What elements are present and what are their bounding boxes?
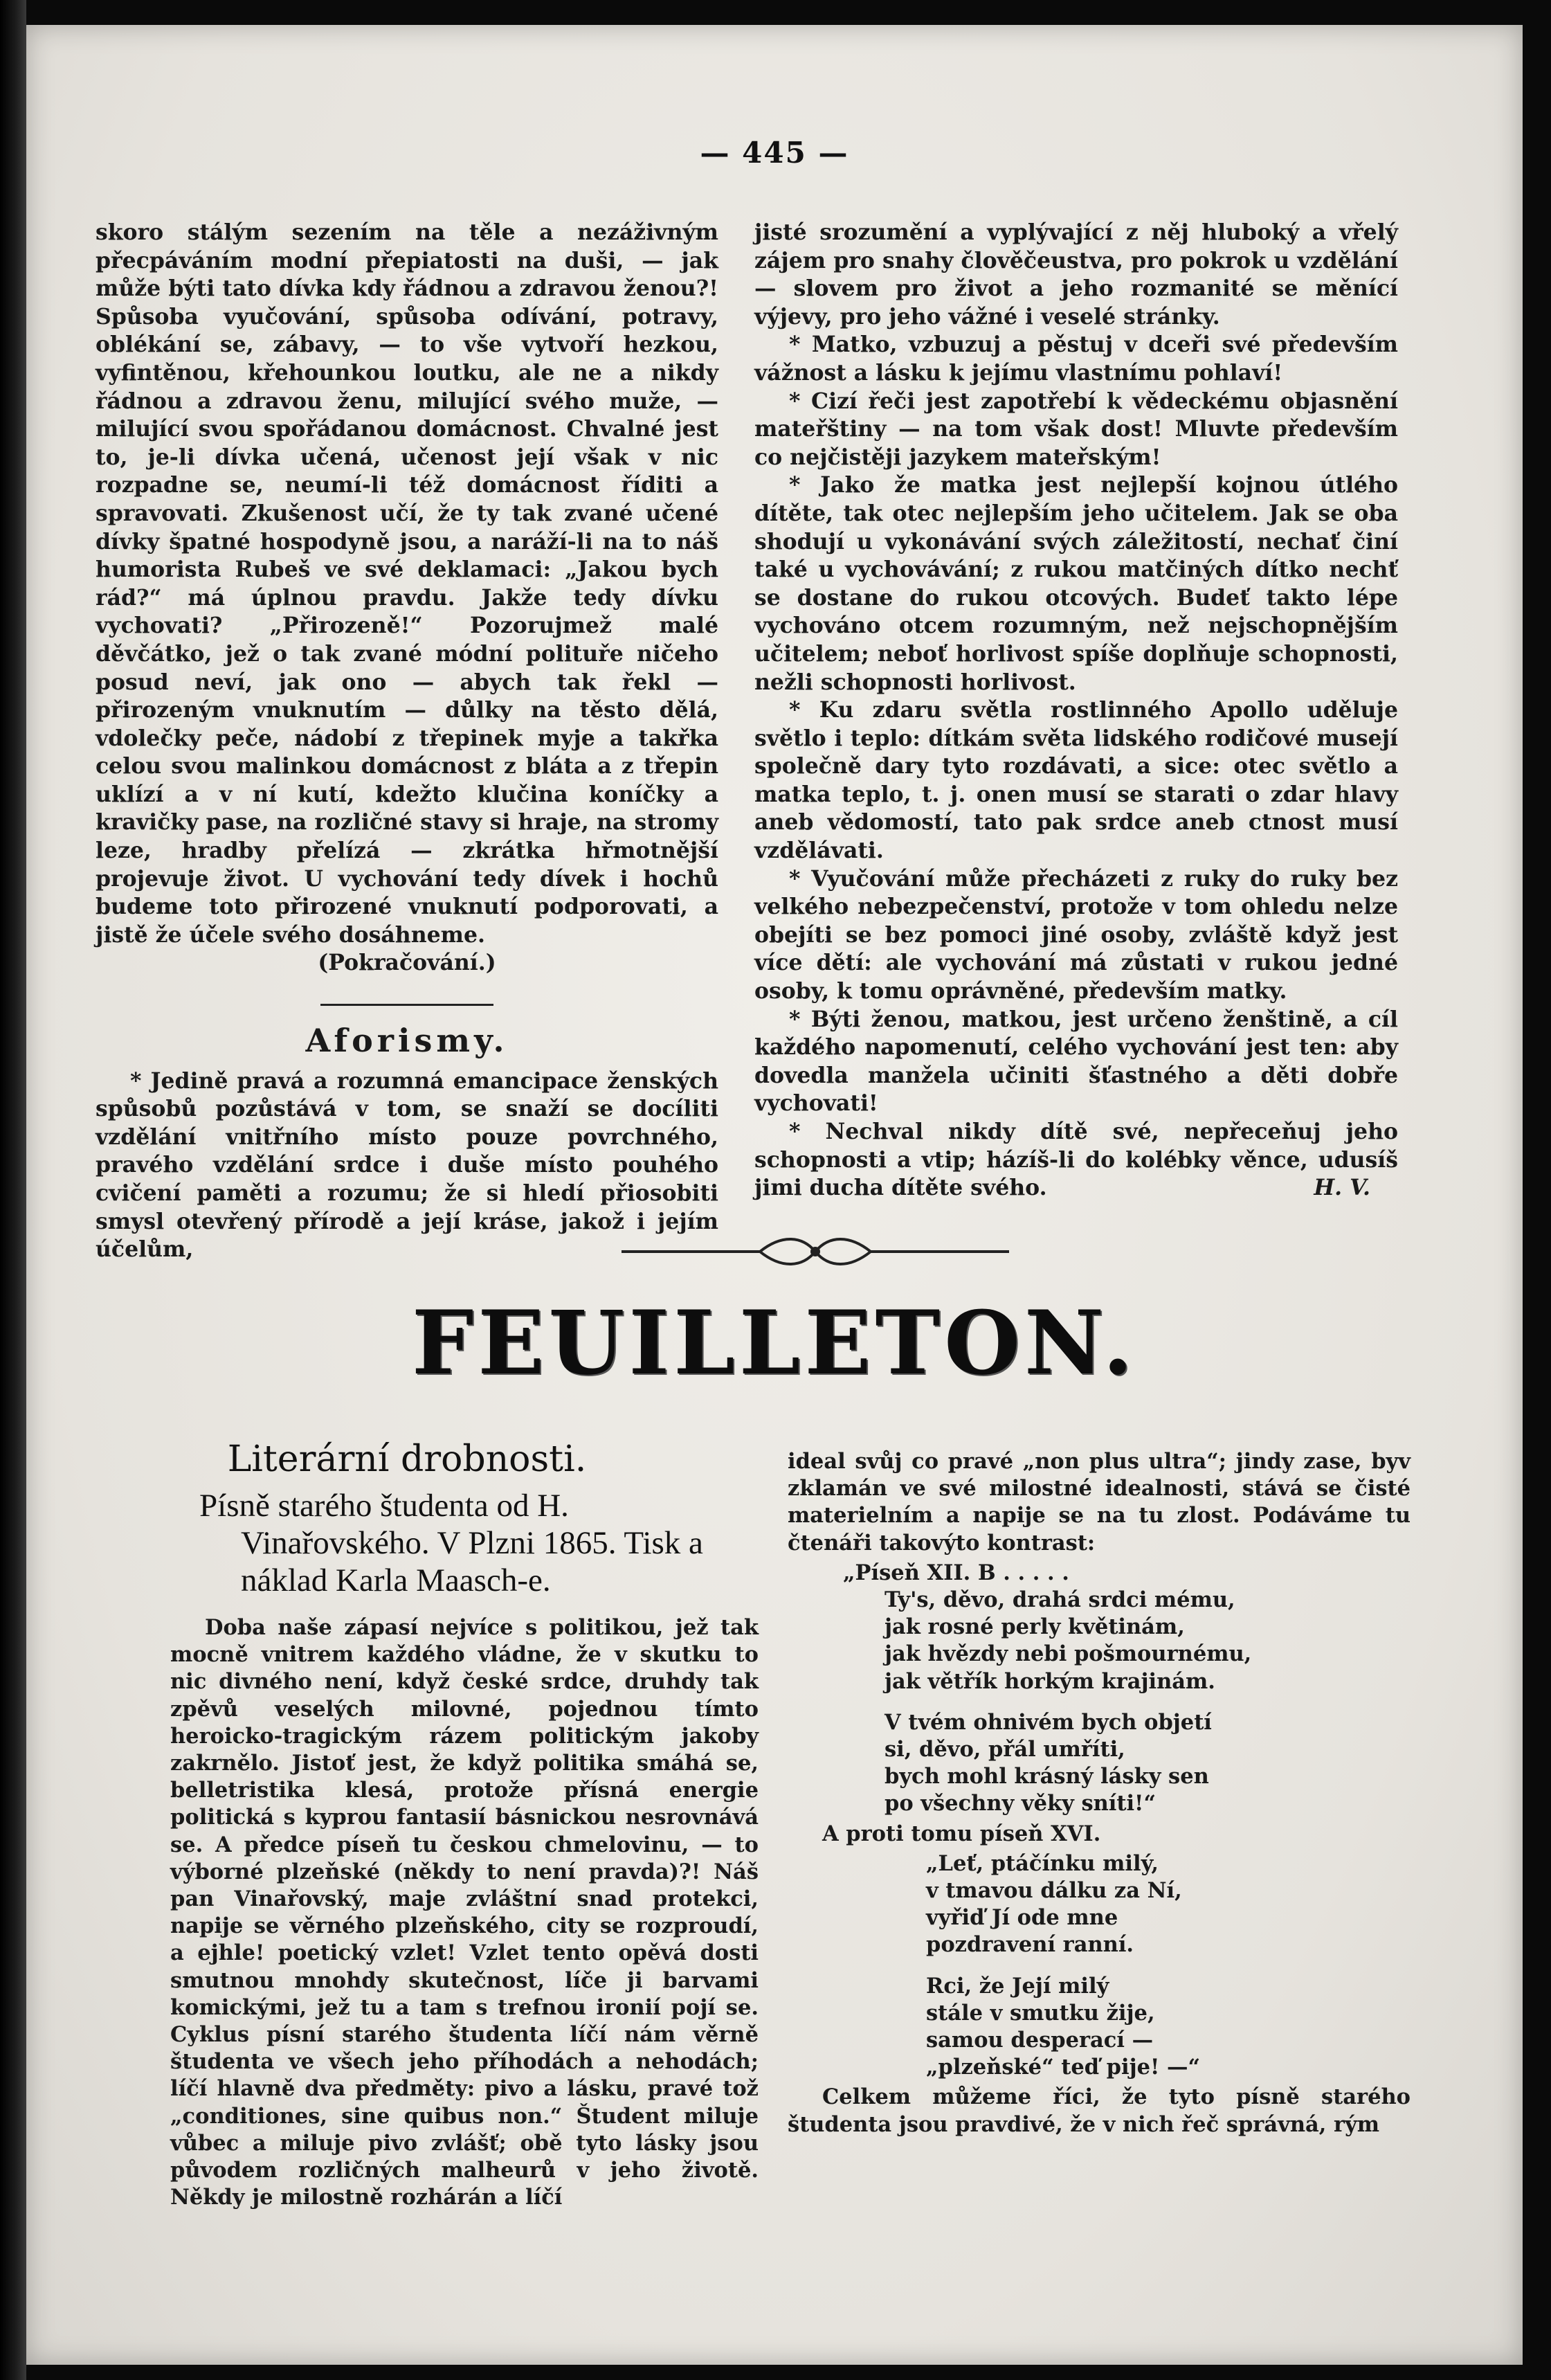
- aphorism-paragraph: * Jako že matka jest nejlepší kojnou útlého dítěte, tak otec nejlepším jeho učitelem. Jak se oba shodují u vykonávání svých záležitostí, nechať činí také u vychovávání; z rukou matčiných dítko nechť se dostane do rukou otcových. Budeť takto lépe vychováno otcem rozumným, než nejschopnějším učitelem; neboť horlivost spíše doplňuje schopnosti, nežli schopnosti horlivost.: [754, 472, 1398, 695]
- section-title: Literární drobnosti.: [227, 1439, 587, 1480]
- poem-line: vyřiď Jí ode mne: [926, 1905, 1118, 1931]
- ornament-divider: [622, 1235, 1009, 1268]
- stanza-gap: [788, 1959, 1411, 1973]
- aphorism-text: * Nechval nikdy dítě své, nepřeceňuj jeho schopnosti a vtip; házíš-li do kolébky věnce, udusíš jimi ducha dítěte svého.: [754, 1119, 1398, 1201]
- continued-note: (Pokračování.): [318, 950, 496, 976]
- aphorism-paragraph: * Jedině pravá a rozumná emancipace ženských spůsobů pozůstává v tom, se snaží se docíliti vzdělání vnitřního místo pouze povrchného, pravého vzdělání srdce i duše místo pouhého cvičení paměti a rozumu; že si hledí přiosobiti smysl otevřený přírodě a její kráse, jakož i jejím účelům,: [96, 1067, 718, 1263]
- aphorism-paragraph: * Ku zdaru světla rostlinného Apollo uděluje světlo i teplo: dítkám světa lidského rodičové musejí společně dary tyto rozdávati, a sice: otec světlo a matka teplo, t. j. onen musí se starati o zdar hlavy aneb vědomostí, tato pak srdce aneb ctnost musí vzdělávati.: [754, 697, 1398, 864]
- right-column-bottom: [788, 1448, 1411, 2138]
- poem-line: Rci, že Její milý: [926, 1973, 1109, 1999]
- aphorism-paragraph: * Matko, vzbuzuj a pěstuj v dceři své především vážnost a lásku k jejímu vlastnímu pohlaví!: [754, 332, 1398, 386]
- poem-line: jak větřík horkým krajinám.: [885, 1668, 1215, 1694]
- poem-line: pozdravení ranní.: [926, 1932, 1134, 1958]
- poem-line: po všechny věky sníti!“: [885, 1791, 1156, 1816]
- aphorism-paragraph: * Cizí řeči jest zapotřebí k vědeckému objasnění mateřštiny — na tom však dost! Mluvte především co nejčistěji jazykem mateřským!: [754, 388, 1398, 470]
- feuilleton-title: FEUILLETON.: [411, 1292, 1138, 1394]
- aphorism-paragraph: jisté srozumění a vyplývající z něj hluboký a vřelý zájem pro snahy člověčeustva, pro pokrok u vzdělání — slovem pro život a jeho rozmanité se měnící výjevy, pro jeho vážné i veselé stránky.: [754, 219, 1398, 330]
- aphorism-paragraph: * Býti ženou, matkou, jest určeno ženštině, a cíl každého napomenutí, celého vychování jest ten: aby dovedla manžela učiniti šťastného a děti dobře vychovati!: [754, 1006, 1398, 1117]
- poem-line: si, děvo, přál umříti,: [885, 1737, 1125, 1763]
- left-column-top: [96, 219, 718, 1264]
- newspaper-page: [26, 25, 1523, 2365]
- left-column-bottom: [170, 1614, 759, 2211]
- scan-edge: [0, 0, 26, 2380]
- poem-xvi: [788, 1850, 1411, 2082]
- review-paragraph: Celkem můžeme říci, že tyto písně starého študenta jsou pravdivé, že v nich řeč správná, rým: [788, 2084, 1411, 2137]
- divider-rule: [320, 1004, 493, 1006]
- article-continuation: skoro stálým sezením na těle a nezáživným přecpáváním modní přepiatosti na duši, — jak může býti tato dívka kdy řádnou a zdravou ženou?! Spůsoba vyučování, spůsoba odívání, potravy, oblékání se, zábavy, — to vše vytvoří hezkou, vyfintěnou, křehounkou loutku, ale ne a nikdy řádnou a zdravou ženu, milující svého muže, — milující svou spořádanou domácnost. Chvalné jest to, je-li dívka učená, učenost její však v nic rozpadne se, neumí-li též domácnost říditi a spravovati. Zkušenost učí, že ty tak zvané učené dívky špatné hospodyně jsou, a naráží-li na to náš humorista Rubeš ve své deklamaci: „Jakou bych rád?“ má úplnou pravdu. Jakže tedy dívku vychovati? „Přirozeně!“ Pozorujmež malé děvčátko, jež o tak zvané módní polituře ničeho posud neví, jak ono — abych tak řekl — přirozeným vnuknutím — důlky na těsto dělá, vdolečky peče, nádobí z třepinek myje a takřka celou svou malinkou domácnost z bláta a z třepin uklízí a v ní kutí, kdežto klučina koníčky a kravičky pase, na rozličné stavy si hraje, na stromy leze, hradby přelízá — zkrátka hřmotnější projevuje život. U vychování tedy dívek i hochů budeme toto přirozené vnuknutí podporovati, a jistě že účele svého dosáhneme.: [96, 219, 718, 948]
- poem-line: bych mohl krásný lásky sen: [885, 1764, 1209, 1789]
- poem-line: stále v smutku žije,: [926, 2000, 1155, 2026]
- page-number: — 445 —: [700, 136, 849, 170]
- author-signature: H. V.: [1314, 1175, 1370, 1201]
- poem-line: V tvém ohnivém bych objetí: [885, 1709, 1212, 1735]
- right-column-top: [754, 219, 1398, 1202]
- poem-heading: „Píseň XII. B . . . . .: [843, 1560, 1069, 1585]
- aphorism-paragraph: * Vyučování může přecházeti z ruky do ruky bez velkého nebezpečenství, protože v tom ohledu nelze obejíti se bez pomoci jiné osoby, zvláště když jest více dětí: ale vychování má zůstati v rukou jedné osoby, k tomu oprávněné, především matky.: [754, 865, 1398, 1004]
- poem-line: jak hvězdy nebi pošmournému,: [885, 1641, 1252, 1667]
- poem-line: samou desperací —: [926, 2028, 1154, 2053]
- poem-line: „Leť, ptáčínku milý,: [926, 1850, 1159, 1876]
- poem-line: Ty's, děvo, drahá srdci mému,: [885, 1587, 1235, 1613]
- poem-line: jak rosné perly květinám,: [885, 1614, 1185, 1640]
- review-paragraph: Doba naše zápasí nejvíce s politikou, jež tak mocně vnitrem každého vládne, že v skutku to nic divného není, když české srdce, druhdy tak zpěvů veselých milovné, pojednou tímto heroicko-tragickým rázem politickým jakoby zakrnělo. Jistoť jest, že když politika smáhá se, belletristika klesá, protože přísná energie politická s kyprou fantasií básnickou nesrovnává se. A předce píseň tu českou chmelovinu, — to výborné plzeňské (někdy to není pravda)?! Náš pan Vinařovský, maje zvláštní snad protekci, napije se věrného plzeňského, city se rozproudí, a ejhle! poetický vzlet! Vzlet tento opěvá dosti smutnou mnohdy skutečnost, líče ji barvami komickými, jež tu a tam s trefnou ironií pojí se. Cyklus písní starého študenta líčí nám věrně študenta ve všech jeho příhodách a nehodách; líčí hlavně dva předměty: pivo a lásku, pravé tož „conditiones, sine quibus non.“ Študent miluje vůbec a miluje pivo zvlášť; obě tyto lásky jsou původem rozličných malheurů v jeho životě. Někdy je milostně rozhárán a líčí: [170, 1615, 759, 2210]
- aphorisms-title: Aforismy.: [305, 1022, 509, 1060]
- poem-line: v tmavou dálku za Ní,: [926, 1878, 1182, 1904]
- review-heading: Písně starého študenta od H. Vinařovského. V Plzni 1865. Tisk a náklad Karla Maasch-e.: [199, 1488, 703, 1598]
- contrast-line: A proti tomu píseň XVI.: [822, 1821, 1101, 1846]
- poem-line: „plzeňské“ teď pije! —“: [926, 2055, 1201, 2080]
- poem-xii: [788, 1560, 1411, 1818]
- aphorism-paragraph: [754, 1118, 1398, 1202]
- stanza-gap: [788, 1695, 1411, 1709]
- review-paragraph: ideal svůj co pravé „non plus ultra“; jindy zase, byv zklamán ve své milostné idealnosti, stává se čisté materielním a napije se na tu zlost. Podáváme tu čtenáři takovýto kontrast:: [788, 1449, 1411, 1556]
